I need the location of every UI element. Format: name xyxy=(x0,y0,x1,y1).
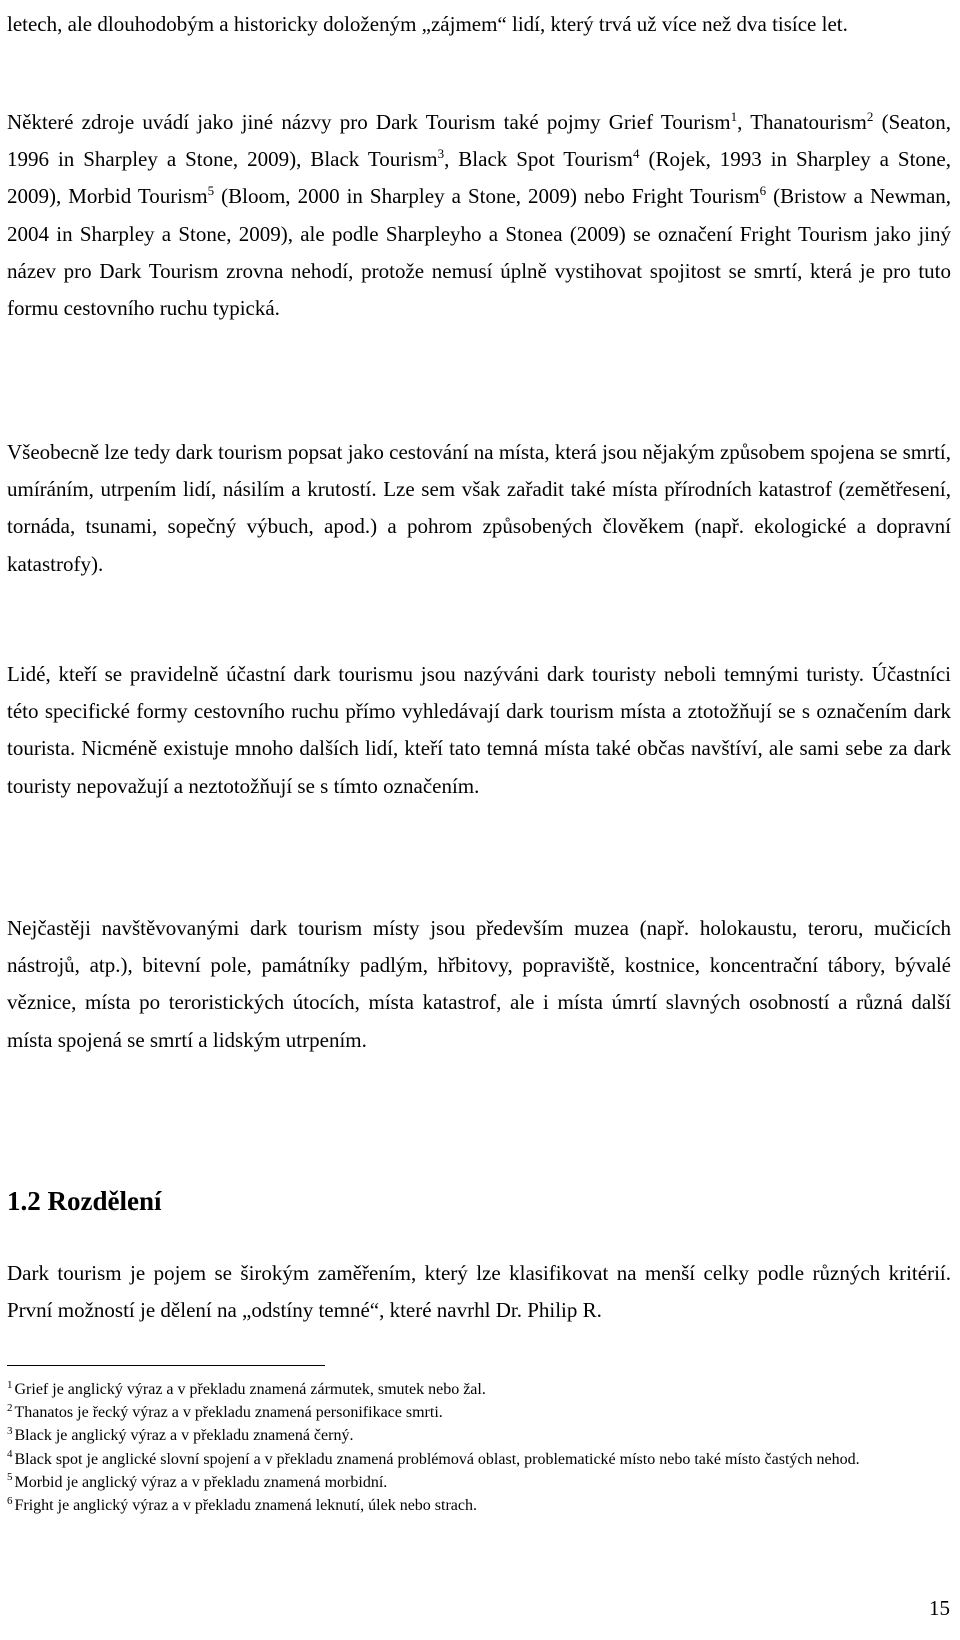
footnote-text: Black spot je anglické slovní spojení a v překladu znamená problémová oblast, problematické místo nebo také místo častých nehod. xyxy=(14,1450,860,1468)
footnote-ref-5[interactable]: 5 xyxy=(207,183,215,199)
page-number: 15 xyxy=(929,1596,950,1620)
para1-text-d: , Black Spot Tourism xyxy=(444,147,633,172)
footnote-text: Grief je anglický výraz a v překladu znamená zármutek, smutek nebo žal. xyxy=(14,1381,486,1398)
section-heading: 1.2 Rozdělení xyxy=(7,1186,162,1216)
para1-text-a: Některé zdroje uvádí jako jiné názvy pro Dark Tourism také pojmy Grief Tourism xyxy=(7,110,731,134)
footnote xyxy=(7,1448,951,1471)
footnote-number: 2 xyxy=(7,1401,13,1414)
footnote xyxy=(7,1401,951,1424)
paragraph-places: Nejčastěji navštěvovanými dark tourism místy jsou především muzea (např. holokaustu, teroru, mučicích nástrojů, atp.), bitevní pole, památníky padlým, hřbitovy, popraviště, kostnice, koncentrační tábory, bývalé věznice, místa po teroristických útocích, místa katastrof, ale i místa úmrtí slavných osobností a různá další místa spojená se smrtí a lidským utrpením. xyxy=(7,916,951,1052)
footnote-text: Morbid je anglický výraz a v překladu znamená morbidní. xyxy=(14,1473,388,1491)
footnote xyxy=(7,1471,951,1494)
footnote-separator xyxy=(7,1365,325,1366)
footnote xyxy=(7,1378,951,1401)
para1-text-g: (Bristow a Newman, 2004 in Sharpley a Stone, 2009), ale podle Sharpleyho a Stonea (2009) se označení Fright Tourism jako jiný název pro Dark Tourism zrovna nehodí, protože nemusí úplně vystihovat spojitost se smrtí, která je pro tuto formu cestovního ruchu typická. xyxy=(7,184,952,321)
paragraph-classification: Dark tourism je pojem se širokým zaměřením, který lze klasifikovat na menší celky podle různých kritérií. První možností je dělení na „odstíny temné“, které navrhl Dr. Philip R. xyxy=(7,1261,951,1323)
footnote-number: 4 xyxy=(7,1448,13,1461)
footnote xyxy=(7,1424,951,1447)
paragraph-dark-tourists: Lidé, kteří se pravidelně účastní dark tourismu jsou nazýváni dark touristy neboli temnými turisty. Účastníci této specifické formy cestovního ruchu přímo vyhledávají dark tourism místa a ztotožňují se s označením dark tourista. Nicméně existuje mnoho dalších lidí, kteří tato temná místa také občas navštíví, ale sami sebe za dark touristy nepovažují a neztotožňují se s tímto označením. xyxy=(7,662,951,798)
footnote-number: 6 xyxy=(7,1494,13,1507)
footnote-ref-3[interactable]: 3 xyxy=(437,146,445,162)
footnote-number: 3 xyxy=(7,1425,13,1438)
footnote-text: Thanatos je řecký výraz a v překladu znamená personifikace smrti. xyxy=(14,1404,443,1422)
para1-text-c: (Seaton, 1996 in Sharpley a Stone, 2009), Black Tourism xyxy=(7,110,951,172)
footnote-text: Black je anglický výraz a v překladu znamená černý. xyxy=(14,1427,354,1445)
paragraph-alternative-names xyxy=(7,104,951,327)
paragraph-definition: Všeobecně lze tedy dark tourism popsat jako cestování na místa, která jsou nějakým způsobem spojena se smrtí, umíráním, utrpením lidí, násilím a krutostí. Lze sem však zařadit také místa přírodních katastrof (zemětřesení, tornáda, tsunami, sopečný výbuch, apod.) a pohrom způsobených člověkem (např. ekologické a dopravní katastrofy). xyxy=(7,440,951,576)
para1-text-e: (Rojek, 1993 in Sharpley a Stone, 2009), Morbid Tourism xyxy=(7,147,951,209)
footnote-ref-2[interactable]: 2 xyxy=(866,109,874,124)
footnote-ref-6[interactable]: 6 xyxy=(759,183,767,199)
para1-text-b: , Thanatourism xyxy=(737,110,867,134)
footnote-text: Fright je anglický výraz a v překladu znamená leknutí, úlek nebo strach. xyxy=(14,1497,478,1515)
footnote-number: 1 xyxy=(7,1378,13,1391)
footnote-ref-4[interactable]: 4 xyxy=(633,146,640,162)
footnote-number: 5 xyxy=(7,1471,13,1484)
footnotes xyxy=(7,1378,951,1517)
paragraph-continuation: letech, ale dlouhodobým a historicky doloženým „zájmem“ lidí, který trvá už více než dva tisíce let. xyxy=(7,12,848,36)
para1-text-f: (Bloom, 2000 in Sharpley a Stone, 2009) nebo Fright Tourism xyxy=(214,184,760,209)
footnote xyxy=(7,1494,951,1517)
footnote-ref-1[interactable]: 1 xyxy=(730,109,738,124)
